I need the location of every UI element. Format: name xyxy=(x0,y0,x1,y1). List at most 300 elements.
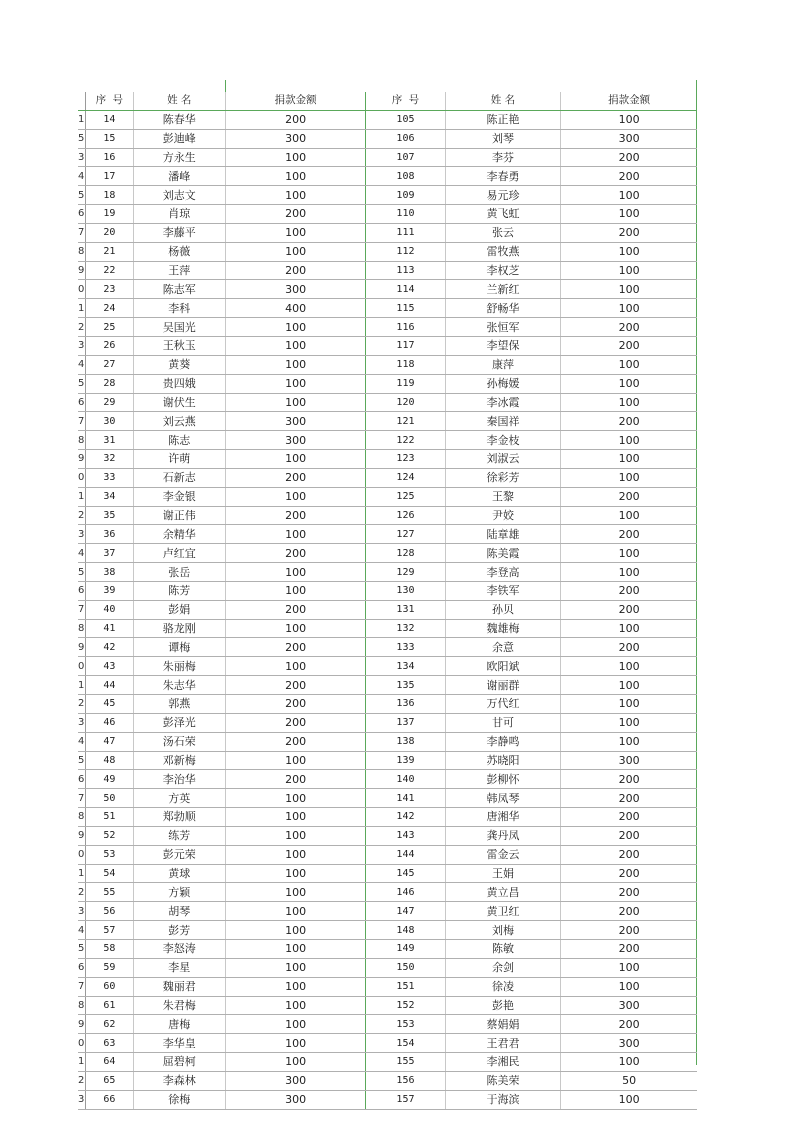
row-number: 2 xyxy=(78,883,85,902)
table-row xyxy=(78,713,697,732)
seq-cell-left: 31 xyxy=(85,431,133,450)
name-cell-left: 李华皇 xyxy=(133,1034,225,1053)
seq-cell-left: 57 xyxy=(85,921,133,940)
row-number: 1 xyxy=(78,676,85,695)
seq-cell-right: 151 xyxy=(366,977,445,996)
amount-cell-left: 300 xyxy=(225,431,366,450)
seq-cell-right: 147 xyxy=(366,902,445,921)
table-row xyxy=(78,883,697,902)
table-row xyxy=(78,110,697,129)
amount-cell-left: 100 xyxy=(225,808,366,827)
name-cell-left: 陈志军 xyxy=(133,280,225,299)
row-number: 9 xyxy=(78,450,85,469)
seq-cell-left: 46 xyxy=(85,713,133,732)
amount-cell-right: 200 xyxy=(561,487,697,506)
name-cell-left: 吴国光 xyxy=(133,318,225,337)
row-number: 7 xyxy=(78,789,85,808)
seq-cell-right: 113 xyxy=(366,261,445,280)
name-cell-left: 余精华 xyxy=(133,525,225,544)
name-cell-right: 余意 xyxy=(445,638,561,657)
table-row xyxy=(78,789,697,808)
seq-cell-right: 146 xyxy=(366,883,445,902)
name-cell-right: 陈正艳 xyxy=(445,110,561,129)
seq-cell-right: 105 xyxy=(366,110,445,129)
name-cell-right: 李静鸣 xyxy=(445,732,561,751)
name-cell-right: 黄立昌 xyxy=(445,883,561,902)
seq-cell-right: 109 xyxy=(366,186,445,205)
row-number: 0 xyxy=(78,280,85,299)
amount-cell-left: 100 xyxy=(225,186,366,205)
seq-cell-left: 37 xyxy=(85,544,133,563)
name-cell-right: 魏雄梅 xyxy=(445,619,561,638)
amount-cell-right: 100 xyxy=(561,450,697,469)
seq-cell-right: 107 xyxy=(366,148,445,167)
table-row xyxy=(78,1015,697,1034)
seq-cell-left: 49 xyxy=(85,770,133,789)
name-cell-left: 李金银 xyxy=(133,487,225,506)
name-cell-left: 潘峰 xyxy=(133,167,225,186)
table-row xyxy=(78,506,697,525)
seq-cell-left: 29 xyxy=(85,393,133,412)
name-cell-left: 陈芳 xyxy=(133,581,225,600)
seq-cell-left: 64 xyxy=(85,1053,133,1072)
name-cell-right: 李冰霞 xyxy=(445,393,561,412)
amount-cell-right: 100 xyxy=(561,657,697,676)
amount-cell-left: 100 xyxy=(225,1015,366,1034)
name-cell-left: 彭元荣 xyxy=(133,845,225,864)
amount-cell-left: 200 xyxy=(225,713,366,732)
seq-cell-left: 55 xyxy=(85,883,133,902)
amount-cell-right: 300 xyxy=(561,129,697,148)
seq-cell-right: 123 xyxy=(366,450,445,469)
name-cell-left: 胡琴 xyxy=(133,902,225,921)
amount-cell-right: 200 xyxy=(561,845,697,864)
seq-cell-right: 117 xyxy=(366,336,445,355)
row-number: 6 xyxy=(78,581,85,600)
name-cell-right: 王娟 xyxy=(445,864,561,883)
amount-cell-left: 100 xyxy=(225,525,366,544)
header-name-right: 姓 名 xyxy=(445,92,561,110)
amount-cell-right: 300 xyxy=(561,996,697,1015)
amount-cell-right: 200 xyxy=(561,638,697,657)
table-row xyxy=(78,487,697,506)
table-row xyxy=(78,223,697,242)
row-number: 7 xyxy=(78,977,85,996)
seq-cell-right: 140 xyxy=(366,770,445,789)
name-cell-left: 卢红宜 xyxy=(133,544,225,563)
header-seq-left: 序 号 xyxy=(85,92,133,110)
table-row xyxy=(78,242,697,261)
name-cell-right: 欧阳斌 xyxy=(445,657,561,676)
row-number: 2 xyxy=(78,318,85,337)
amount-cell-left: 100 xyxy=(225,789,366,808)
table-row xyxy=(78,845,697,864)
name-cell-left: 朱丽梅 xyxy=(133,657,225,676)
table-row xyxy=(78,808,697,827)
seq-cell-left: 18 xyxy=(85,186,133,205)
amount-cell-right: 200 xyxy=(561,826,697,845)
amount-cell-right: 200 xyxy=(561,921,697,940)
seq-cell-left: 30 xyxy=(85,412,133,431)
name-cell-left: 石新志 xyxy=(133,468,225,487)
amount-cell-right: 200 xyxy=(561,939,697,958)
name-cell-left: 郑勃顺 xyxy=(133,808,225,827)
name-cell-right: 彭柳怀 xyxy=(445,770,561,789)
table-row xyxy=(78,374,697,393)
table-row xyxy=(78,431,697,450)
seq-cell-right: 118 xyxy=(366,355,445,374)
amount-cell-left: 100 xyxy=(225,657,366,676)
seq-cell-left: 45 xyxy=(85,695,133,714)
name-cell-right: 徐彩芳 xyxy=(445,468,561,487)
seq-cell-left: 19 xyxy=(85,205,133,224)
row-number: 6 xyxy=(78,770,85,789)
row-number: 5 xyxy=(78,374,85,393)
name-cell-right: 雷牧燕 xyxy=(445,242,561,261)
seq-cell-left: 33 xyxy=(85,468,133,487)
table-row xyxy=(78,581,697,600)
seq-cell-left: 26 xyxy=(85,336,133,355)
amount-cell-right: 100 xyxy=(561,186,697,205)
seq-cell-left: 42 xyxy=(85,638,133,657)
name-cell-left: 黄球 xyxy=(133,864,225,883)
table-row xyxy=(78,563,697,582)
row-number: 3 xyxy=(78,336,85,355)
table-row xyxy=(78,412,697,431)
row-number: 5 xyxy=(78,129,85,148)
name-cell-right: 李芬 xyxy=(445,148,561,167)
seq-cell-right: 130 xyxy=(366,581,445,600)
amount-cell-left: 100 xyxy=(225,563,366,582)
name-cell-right: 陈美荣 xyxy=(445,1071,561,1090)
seq-cell-right: 148 xyxy=(366,921,445,940)
amount-cell-right: 100 xyxy=(561,205,697,224)
table-row xyxy=(78,299,697,318)
amount-cell-left: 200 xyxy=(225,506,366,525)
amount-cell-right: 100 xyxy=(561,977,697,996)
table-row xyxy=(78,638,697,657)
name-cell-left: 李森林 xyxy=(133,1071,225,1090)
name-cell-right: 蔡娟娟 xyxy=(445,1015,561,1034)
amount-cell-right: 100 xyxy=(561,676,697,695)
amount-cell-left: 100 xyxy=(225,751,366,770)
name-cell-right: 徐凌 xyxy=(445,977,561,996)
table-row xyxy=(78,1090,697,1109)
seq-cell-left: 56 xyxy=(85,902,133,921)
seq-cell-left: 44 xyxy=(85,676,133,695)
table-row xyxy=(78,129,697,148)
name-cell-left: 彭芳 xyxy=(133,921,225,940)
header-name-left: 姓 名 xyxy=(133,92,225,110)
amount-cell-left: 200 xyxy=(225,544,366,563)
row-number: 1 xyxy=(78,299,85,318)
table-row xyxy=(78,902,697,921)
name-cell-right: 刘琴 xyxy=(445,129,561,148)
seq-cell-left: 51 xyxy=(85,808,133,827)
seq-cell-right: 145 xyxy=(366,864,445,883)
seq-cell-left: 60 xyxy=(85,977,133,996)
amount-cell-right: 100 xyxy=(561,1053,697,1072)
table-row xyxy=(78,525,697,544)
name-cell-left: 魏丽君 xyxy=(133,977,225,996)
row-number: 3 xyxy=(78,525,85,544)
name-cell-right: 刘淑云 xyxy=(445,450,561,469)
amount-cell-right: 100 xyxy=(561,374,697,393)
table-row xyxy=(78,450,697,469)
row-number: 9 xyxy=(78,261,85,280)
amount-cell-right: 200 xyxy=(561,167,697,186)
seq-cell-right: 137 xyxy=(366,713,445,732)
table-row xyxy=(78,600,697,619)
row-number: 5 xyxy=(78,186,85,205)
table-row xyxy=(78,1053,697,1072)
amount-cell-right: 100 xyxy=(561,242,697,261)
name-cell-right: 李登高 xyxy=(445,563,561,582)
row-number: 4 xyxy=(78,544,85,563)
seq-cell-right: 157 xyxy=(366,1090,445,1109)
amount-cell-right: 100 xyxy=(561,431,697,450)
name-cell-left: 杨薇 xyxy=(133,242,225,261)
row-number: 1 xyxy=(78,110,85,129)
seq-cell-right: 139 xyxy=(366,751,445,770)
amount-cell-left: 100 xyxy=(225,336,366,355)
name-cell-left: 贵四娥 xyxy=(133,374,225,393)
name-cell-right: 彭艳 xyxy=(445,996,561,1015)
seq-cell-left: 65 xyxy=(85,1071,133,1090)
table-row xyxy=(78,732,697,751)
seq-cell-right: 124 xyxy=(366,468,445,487)
amount-cell-right: 200 xyxy=(561,808,697,827)
row-number: 6 xyxy=(78,958,85,977)
name-cell-left: 刘志文 xyxy=(133,186,225,205)
name-cell-right: 王黎 xyxy=(445,487,561,506)
row-number: 3 xyxy=(78,902,85,921)
seq-cell-right: 156 xyxy=(366,1071,445,1090)
name-cell-right: 舒畅华 xyxy=(445,299,561,318)
seq-cell-left: 21 xyxy=(85,242,133,261)
table-row xyxy=(78,468,697,487)
table-row xyxy=(78,996,697,1015)
name-cell-right: 唐湘华 xyxy=(445,808,561,827)
amount-cell-left: 200 xyxy=(225,205,366,224)
amount-cell-right: 100 xyxy=(561,280,697,299)
seq-cell-right: 126 xyxy=(366,506,445,525)
table-row xyxy=(78,695,697,714)
amount-cell-right: 100 xyxy=(561,713,697,732)
table-row xyxy=(78,958,697,977)
row-number: 6 xyxy=(78,205,85,224)
amount-cell-right: 200 xyxy=(561,148,697,167)
amount-cell-right: 100 xyxy=(561,355,697,374)
amount-cell-left: 200 xyxy=(225,695,366,714)
name-cell-left: 练芳 xyxy=(133,826,225,845)
name-cell-right: 谢丽群 xyxy=(445,676,561,695)
row-number: 1 xyxy=(78,1053,85,1072)
table-row xyxy=(78,318,697,337)
amount-cell-right: 300 xyxy=(561,1034,697,1053)
name-cell-left: 肖琼 xyxy=(133,205,225,224)
amount-cell-left: 300 xyxy=(225,1090,366,1109)
row-number: 7 xyxy=(78,600,85,619)
name-cell-left: 骆龙刚 xyxy=(133,619,225,638)
table-row xyxy=(78,939,697,958)
seq-cell-right: 153 xyxy=(366,1015,445,1034)
amount-cell-right: 50 xyxy=(561,1071,697,1090)
seq-cell-left: 61 xyxy=(85,996,133,1015)
seq-cell-left: 14 xyxy=(85,110,133,129)
row-number: 3 xyxy=(78,1090,85,1109)
amount-cell-right: 100 xyxy=(561,958,697,977)
seq-cell-right: 152 xyxy=(366,996,445,1015)
name-cell-right: 苏晓阳 xyxy=(445,751,561,770)
amount-cell-left: 200 xyxy=(225,676,366,695)
seq-cell-left: 27 xyxy=(85,355,133,374)
amount-cell-right: 100 xyxy=(561,393,697,412)
name-cell-right: 余剑 xyxy=(445,958,561,977)
seq-cell-right: 122 xyxy=(366,431,445,450)
name-cell-right: 兰新红 xyxy=(445,280,561,299)
amount-cell-left: 200 xyxy=(225,110,366,129)
table-row xyxy=(78,261,697,280)
row-number: 4 xyxy=(78,732,85,751)
seq-cell-right: 115 xyxy=(366,299,445,318)
row-number: 3 xyxy=(78,713,85,732)
seq-cell-right: 155 xyxy=(366,1053,445,1072)
seq-cell-left: 23 xyxy=(85,280,133,299)
name-cell-right: 王君君 xyxy=(445,1034,561,1053)
seq-cell-right: 127 xyxy=(366,525,445,544)
seq-cell-left: 63 xyxy=(85,1034,133,1053)
row-number: 0 xyxy=(78,1034,85,1053)
seq-cell-left: 32 xyxy=(85,450,133,469)
amount-cell-left: 100 xyxy=(225,355,366,374)
seq-cell-left: 58 xyxy=(85,939,133,958)
amount-cell-left: 100 xyxy=(225,1034,366,1053)
amount-cell-right: 100 xyxy=(561,732,697,751)
name-cell-left: 彭泽光 xyxy=(133,713,225,732)
amount-cell-right: 200 xyxy=(561,223,697,242)
seq-cell-left: 50 xyxy=(85,789,133,808)
name-cell-right: 刘梅 xyxy=(445,921,561,940)
table-row xyxy=(78,826,697,845)
amount-cell-left: 100 xyxy=(225,619,366,638)
row-number: 7 xyxy=(78,223,85,242)
seq-cell-left: 40 xyxy=(85,600,133,619)
row-number: 4 xyxy=(78,167,85,186)
table-row xyxy=(78,167,697,186)
name-cell-left: 陈志 xyxy=(133,431,225,450)
seq-cell-left: 47 xyxy=(85,732,133,751)
amount-cell-left: 100 xyxy=(225,996,366,1015)
table-row xyxy=(78,280,697,299)
seq-cell-right: 120 xyxy=(366,393,445,412)
seq-cell-right: 128 xyxy=(366,544,445,563)
name-cell-left: 李星 xyxy=(133,958,225,977)
amount-cell-right: 200 xyxy=(561,581,697,600)
amount-cell-right: 200 xyxy=(561,864,697,883)
name-cell-right: 陈美霞 xyxy=(445,544,561,563)
table-row xyxy=(78,977,697,996)
row-number: 0 xyxy=(78,845,85,864)
name-cell-left: 方英 xyxy=(133,789,225,808)
seq-cell-right: 144 xyxy=(366,845,445,864)
name-cell-left: 李科 xyxy=(133,299,225,318)
header-seq-right: 序 号 xyxy=(366,92,445,110)
table-row xyxy=(78,770,697,789)
row-number: 8 xyxy=(78,431,85,450)
amount-cell-right: 100 xyxy=(561,1090,697,1109)
seq-cell-left: 22 xyxy=(85,261,133,280)
amount-cell-left: 100 xyxy=(225,393,366,412)
table-row xyxy=(78,148,697,167)
name-cell-right: 李望保 xyxy=(445,336,561,355)
name-cell-right: 张云 xyxy=(445,223,561,242)
name-cell-left: 徐梅 xyxy=(133,1090,225,1109)
table-row xyxy=(78,1071,697,1090)
row-number: 4 xyxy=(78,355,85,374)
seq-cell-right: 150 xyxy=(366,958,445,977)
seq-cell-right: 138 xyxy=(366,732,445,751)
table-row xyxy=(78,864,697,883)
name-cell-left: 王萍 xyxy=(133,261,225,280)
table-row xyxy=(78,676,697,695)
amount-cell-left: 200 xyxy=(225,600,366,619)
table-row xyxy=(78,393,697,412)
seq-cell-left: 38 xyxy=(85,563,133,582)
row-number: 9 xyxy=(78,1015,85,1034)
amount-cell-left: 100 xyxy=(225,167,366,186)
table-row xyxy=(78,657,697,676)
row-number: 2 xyxy=(78,506,85,525)
row-number: 0 xyxy=(78,468,85,487)
seq-cell-right: 136 xyxy=(366,695,445,714)
name-cell-left: 朱君梅 xyxy=(133,996,225,1015)
seq-cell-right: 112 xyxy=(366,242,445,261)
row-number: 7 xyxy=(78,412,85,431)
seq-cell-left: 39 xyxy=(85,581,133,600)
row-number: 8 xyxy=(78,619,85,638)
row-number: 0 xyxy=(78,657,85,676)
row-number: 5 xyxy=(78,939,85,958)
amount-cell-left: 300 xyxy=(225,1071,366,1090)
amount-cell-right: 200 xyxy=(561,336,697,355)
amount-cell-left: 100 xyxy=(225,223,366,242)
seq-cell-left: 24 xyxy=(85,299,133,318)
amount-cell-left: 100 xyxy=(225,921,366,940)
seq-cell-right: 132 xyxy=(366,619,445,638)
seq-cell-left: 20 xyxy=(85,223,133,242)
amount-cell-right: 100 xyxy=(561,261,697,280)
name-cell-left: 谭梅 xyxy=(133,638,225,657)
row-number: 5 xyxy=(78,563,85,582)
amount-cell-left: 100 xyxy=(225,845,366,864)
amount-cell-left: 100 xyxy=(225,883,366,902)
name-cell-right: 康萍 xyxy=(445,355,561,374)
name-cell-right: 黄卫红 xyxy=(445,902,561,921)
amount-cell-right: 100 xyxy=(561,468,697,487)
amount-cell-right: 100 xyxy=(561,619,697,638)
table-row xyxy=(78,205,697,224)
row-number: 2 xyxy=(78,1071,85,1090)
name-cell-left: 陈春华 xyxy=(133,110,225,129)
table-row xyxy=(78,336,697,355)
amount-cell-left: 200 xyxy=(225,732,366,751)
seq-cell-right: 111 xyxy=(366,223,445,242)
name-cell-right: 雷金云 xyxy=(445,845,561,864)
name-cell-left: 刘云燕 xyxy=(133,412,225,431)
seq-cell-left: 59 xyxy=(85,958,133,977)
amount-cell-left: 100 xyxy=(225,939,366,958)
